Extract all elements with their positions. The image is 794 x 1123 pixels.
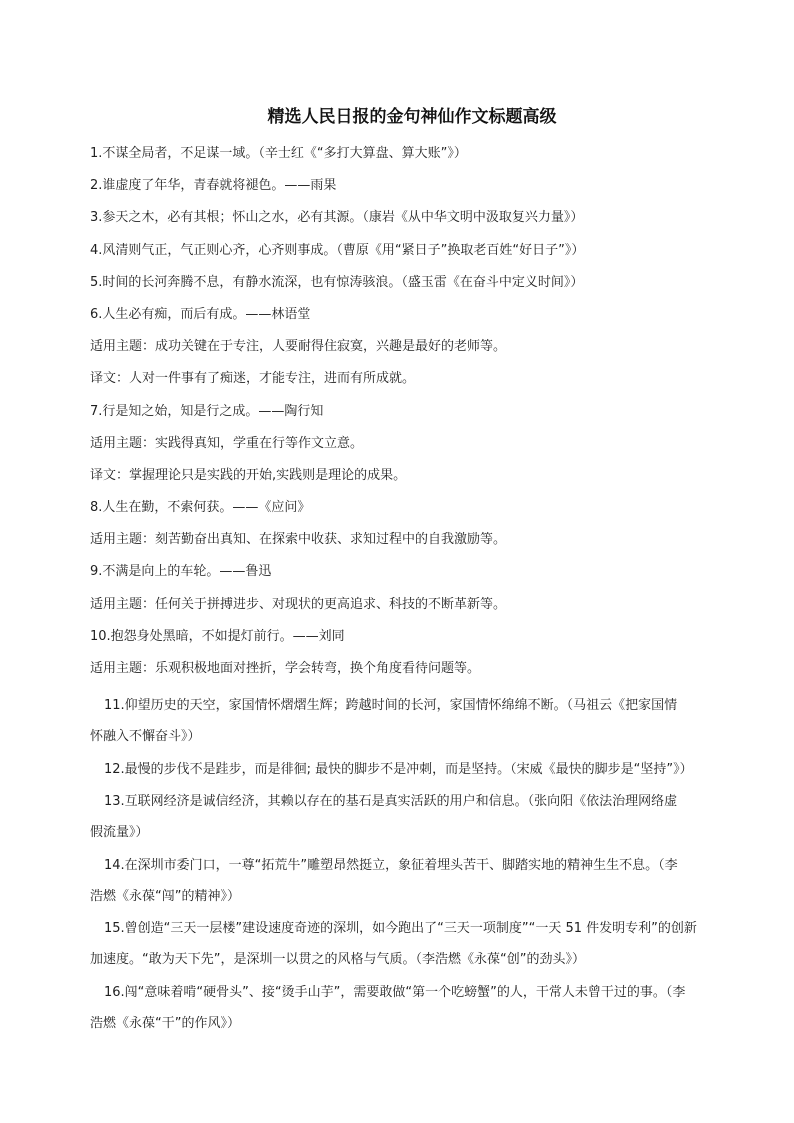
quote-line-8: 8.人生在勤，不索何获。——《应问》 <box>90 500 311 516</box>
quote-line-4: 4.风清则气正，气正则心齐，心齐则事成。（曹原《用“紧日子”换取老百姓“好日子”》） <box>90 242 585 258</box>
quote-line-9: 9.不满是向上的车轮。——鲁迅 <box>90 564 272 580</box>
quote-paragraph-15 <box>90 913 730 975</box>
paragraph-first-line: 13.互联网经济是诚信经济，其赖以存在的基石是真实活跃的用户和信息。（张向阳《依法治理网络虚 <box>104 794 678 810</box>
paragraph-continuation: 假流量》） <box>90 825 149 841</box>
quote-line-2: 2.谁虚度了年华，青春就将褪色。——雨果 <box>90 178 337 194</box>
quote-paragraph-14 <box>90 850 730 912</box>
quote-line-6: 6.人生必有痴，而后有成。——林语堂 <box>90 306 311 322</box>
quote-line-7: 7.行是知之始，知是行之成。——陶行知 <box>90 403 324 419</box>
translation-line-7: 译文：掌握理论只是实践的开始,实践则是理论的成果。 <box>90 467 407 483</box>
paragraph-first-line: 11.仰望历史的天空，家国情怀熠熠生辉；跨越时间的长河，家国情怀绵绵不断。（马祖云《把家国情 <box>104 698 678 714</box>
document-body <box>90 143 730 1040</box>
theme-line-8: 适用主题：刻苦勤奋出真知、在探索中收获、求知过程中的自我激励等。 <box>90 532 507 548</box>
quote-line-3: 3.参天之木，必有其根；怀山之水，必有其源。（康岩《从中华文明中汲取复兴力量》） <box>90 210 584 226</box>
theme-line-7: 适用主题：实践得真知，学重在行等作文立意。 <box>90 435 364 451</box>
quote-paragraph-12 <box>90 754 730 785</box>
theme-line-9: 适用主题：任何关于拼搏进步、对现状的更高追求、科技的不断革新等。 <box>90 596 507 612</box>
translation-line-6: 译文：人对一件事有了痴迷，才能专注，进而有所成就。 <box>90 371 416 387</box>
paragraph-first-line: 14.在深圳市委门口，一尊“拓荒牛”雕塑昂然挺立，象征着埋头苦干、脚踏实地的精神生生不息。（李 <box>104 857 678 873</box>
quote-line-5: 5.时间的长河奔腾不息，有静水流深，也有惊涛骇浪。（盛玉雷《在奋斗中定义时间》） <box>90 274 584 290</box>
theme-line-10: 适用主题：乐观积极地面对挫折，学会转弯，换个角度看待问题等。 <box>90 661 481 676</box>
paragraph-first-line: 12.最慢的步伐不是跬步，而是徘徊; 最快的脚步不是冲刺，而是坚持。（宋威《最快的脚步是“坚持”》） <box>104 761 693 777</box>
paragraph-continuation: 加速度。“敢为天下先”，是深圳一以贯之的风格与气质。（李浩燃《永葆“创”的劲头》） <box>90 952 585 968</box>
paragraph-continuation: 浩燃《永葆“干”的作风》） <box>90 1015 240 1031</box>
theme-line-6: 适用主题：成功关键在于专注，人要耐得住寂寞，兴趣是最好的老师等。 <box>90 339 507 355</box>
quote-paragraph-11 <box>90 690 730 752</box>
quote-line-1: 1.不谋全局者，不足谋一域。（辛士红《“多打大算盘、算大账”》） <box>90 146 467 161</box>
quote-line-10: 10.抱怨身处黑暗，不如提灯前行。——刘同 <box>90 628 345 644</box>
quote-paragraph-16 <box>90 977 730 1039</box>
paragraph-first-line: 15.曾创造“三天一层楼”建设速度奇迹的深圳，如今跑出了“三天一项制度”“一天 51 件发明专利”的创新 <box>104 921 697 937</box>
paragraph-continuation: 浩燃《永葆“闯”的精神》） <box>90 888 240 904</box>
document-title: 精选人民日报的金句神仙作文标题高级 <box>267 107 557 127</box>
paragraph-first-line: 16.闯“意味着啃“硬骨头”、接“烫手山芋”，需要敢做“第一个吃螃蟹”的人，干常人未曾干过的事。（李 <box>104 984 686 1000</box>
quote-paragraph-13 <box>90 786 730 848</box>
paragraph-continuation: 怀融入不懈奋斗》） <box>90 729 201 745</box>
